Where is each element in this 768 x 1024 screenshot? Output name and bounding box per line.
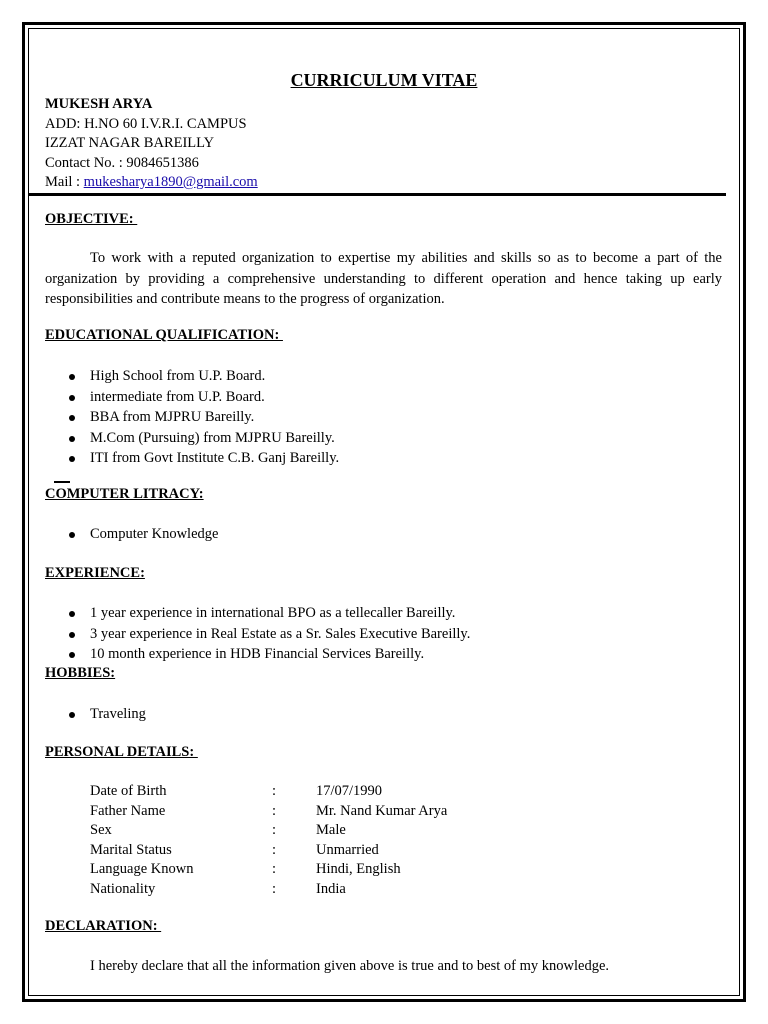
detail-value: 17/07/1990 <box>316 783 383 799</box>
declaration-heading: DECLARATION: <box>45 918 162 934</box>
mail-line <box>45 173 258 193</box>
address-line-2: IZZAT NAGAR BAREILLY <box>45 135 215 151</box>
detail-value: Mr. Nand Kumar Arya <box>316 802 448 819</box>
experience-list <box>45 603 470 665</box>
list-item: BBA from MJPRU Bareilly. <box>45 407 339 428</box>
education-list <box>45 366 339 469</box>
detail-label: Date of Birth <box>90 783 167 799</box>
list-item: 10 month experience in HDB Financial Services Bareilly. <box>45 644 470 665</box>
mail-label: Mail : <box>45 174 84 190</box>
detail-label: Father Name <box>90 802 166 819</box>
email-link[interactable]: mukesharya1890@gmail.com <box>83 174 258 190</box>
detail-separator: : <box>272 783 277 799</box>
address-line-1: ADD: H.NO 60 I.V.R.I. CAMPUS <box>45 115 247 132</box>
list-item: Traveling <box>45 704 146 725</box>
list-item: intermediate from U.P. Board. <box>45 387 339 408</box>
detail-value: Unmarried <box>316 841 379 858</box>
personal-detail-row <box>90 880 447 900</box>
stray-underline <box>54 481 70 483</box>
list-item: High School from U.P. Board. <box>45 366 339 387</box>
objective-heading: OBJECTIVE: <box>45 211 138 227</box>
personal-detail-row <box>90 782 447 802</box>
detail-separator: : <box>272 822 277 838</box>
detail-separator: : <box>272 802 277 819</box>
candidate-name: MUKESH ARYA <box>45 96 153 112</box>
hobbies-list <box>45 704 146 725</box>
list-item: 3 year experience in Real Estate as a Sr. Sales Executive Bareilly. <box>45 624 470 645</box>
detail-value: Hindi, English <box>316 861 401 877</box>
detail-separator: : <box>272 841 277 858</box>
header-divider <box>28 193 726 196</box>
computer-heading: COMPUTER LITRACY: <box>45 486 204 502</box>
computer-list <box>45 524 218 545</box>
detail-label: Language Known <box>90 861 194 877</box>
detail-value: Male <box>316 822 346 838</box>
detail-value: India <box>316 880 346 897</box>
list-item: Computer Knowledge <box>45 524 218 545</box>
document-title: CURRICULUM VITAE <box>290 70 478 90</box>
contact-number: Contact No. : 9084651386 <box>45 154 199 171</box>
contact-block <box>45 95 258 193</box>
objective-text: To work with a reputed organization to expertise my abilities and skills so as to become a part of the organization by providing a comprehensive understanding to different operation and hence taking up early responsibilities and contribute means to the progress of organization. <box>45 250 722 307</box>
list-item: 1 year experience in international BPO as a tellecaller Bareilly. <box>45 603 470 624</box>
personal-detail-row <box>90 860 447 880</box>
list-item: ITI from Govt Institute C.B. Ganj Bareilly. <box>45 448 339 469</box>
detail-separator: : <box>272 861 277 877</box>
experience-heading: EXPERIENCE: <box>45 565 145 581</box>
detail-label: Marital Status <box>90 841 172 858</box>
personal-detail-row <box>90 802 447 822</box>
hobbies-heading: HOBBIES: <box>45 665 116 681</box>
personal-detail-row <box>90 841 447 861</box>
detail-label: Sex <box>90 822 112 838</box>
personal-details-table <box>90 782 447 899</box>
education-heading: EDUCATIONAL QUALIFICATION: <box>45 327 283 343</box>
detail-label: Nationality <box>90 880 156 897</box>
personal-heading: PERSONAL DETAILS: <box>45 744 198 760</box>
detail-separator: : <box>272 880 277 897</box>
list-item: M.Com (Pursuing) from MJPRU Bareilly. <box>45 428 339 449</box>
declaration-text: I hereby declare that all the information given above is true and to best of my knowledge. <box>90 958 610 974</box>
personal-detail-row <box>90 821 447 841</box>
